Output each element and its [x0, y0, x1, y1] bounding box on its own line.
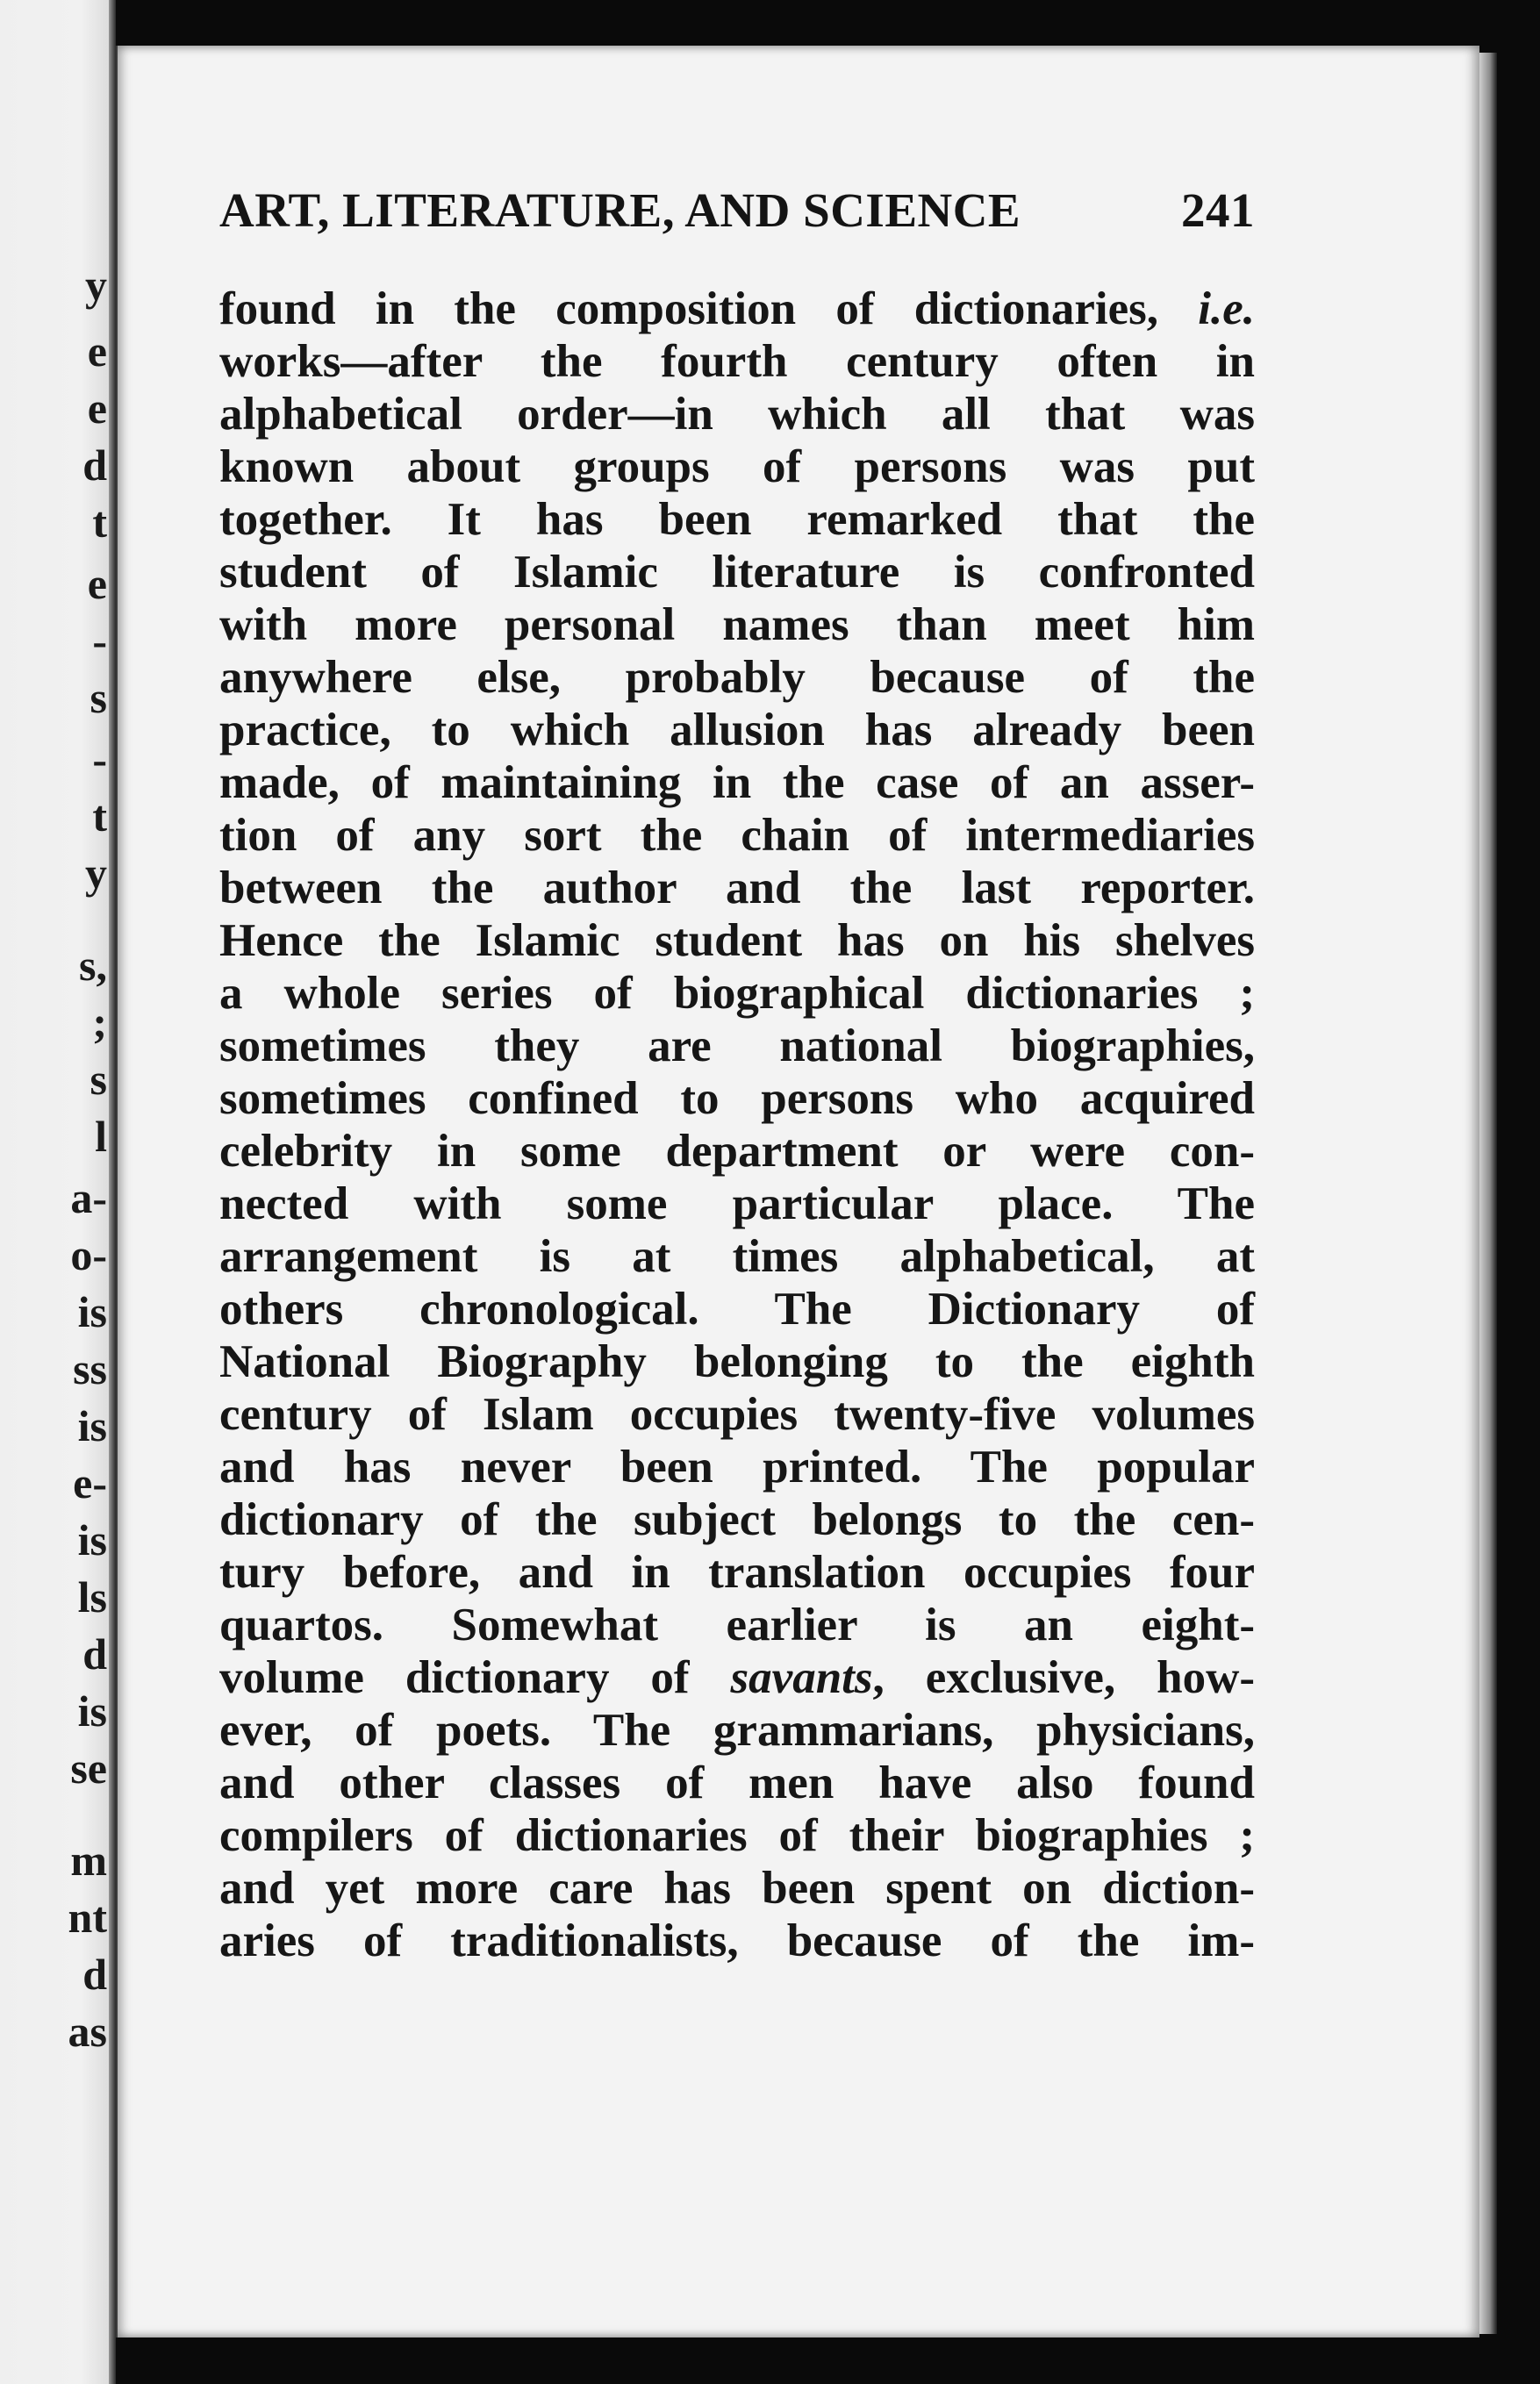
text-line	[219, 1546, 1255, 1599]
text-segment: tury before, and in translation occupies four	[219, 1547, 1255, 1598]
text-segment: anywhere else, probably because of the	[219, 652, 1255, 703]
text-segment: compilers of dictionaries of their biographies ;	[219, 1810, 1255, 1861]
text-segment: sometimes confined to persons who acquired	[219, 1073, 1255, 1124]
text-line	[219, 1125, 1255, 1178]
text-segment: alphabetical order—in which all that was	[219, 389, 1255, 440]
text-segment: dictionary of the subject belongs to the cen-	[219, 1494, 1255, 1545]
text-line	[219, 809, 1255, 862]
text-segment: practice, to which allusion has already been	[219, 705, 1255, 755]
facing-page-letter: t	[92, 791, 107, 841]
facing-page-letter: nt	[68, 1893, 107, 1942]
italic-text: i.e.	[1198, 283, 1255, 334]
text-line	[219, 1388, 1255, 1441]
text-line	[219, 1020, 1255, 1072]
text-segment: and other classes of men have also found	[219, 1758, 1255, 1808]
facing-page-fragment	[0, 0, 116, 2384]
text-segment: and has never been printed. The popular	[219, 1442, 1255, 1493]
running-head-title: ART, LITERATURE, AND SCIENCE	[219, 183, 1021, 237]
text-line	[219, 1915, 1255, 1967]
text-segment: tion of any sort the chain of intermediaries	[219, 810, 1255, 861]
text-line	[219, 1178, 1255, 1230]
facing-page-letter: as	[68, 2007, 107, 2056]
facing-page-letter: m	[70, 1836, 107, 1885]
body-text	[219, 283, 1255, 1967]
page-edge-shadow	[1479, 53, 1497, 2334]
facing-page-letter: e	[87, 326, 107, 376]
text-line	[219, 1493, 1255, 1546]
facing-page-letter: se	[70, 1743, 107, 1793]
text-segment: nected with some particular place. The	[219, 1178, 1255, 1229]
facing-page-letter: o-	[70, 1230, 107, 1279]
text-segment: volume dictionary of	[219, 1652, 731, 1703]
text-line	[219, 1757, 1255, 1809]
text-line	[219, 1441, 1255, 1493]
text-line	[219, 440, 1255, 493]
facing-page-letter: is	[77, 1515, 107, 1564]
facing-page-letter: ;	[92, 998, 107, 1047]
text-segment: known about groups of persons was put	[219, 441, 1255, 492]
text-line	[219, 546, 1255, 598]
text-line	[219, 335, 1255, 388]
text-line	[219, 283, 1255, 335]
facing-page-letter: ls	[77, 1572, 107, 1622]
text-segment: and yet more care has been spent on diction-	[219, 1863, 1255, 1914]
italic-text: savants	[730, 1652, 873, 1703]
text-line	[219, 704, 1255, 756]
text-line	[219, 1651, 1255, 1704]
facing-page-letter: e	[87, 383, 107, 433]
text-segment: century of Islam occupies twenty-five volumes	[219, 1389, 1255, 1440]
text-segment: ever, of poets. The grammarians, physicians,	[219, 1705, 1255, 1756]
facing-page-letter: s,	[79, 941, 107, 990]
facing-page-letter: d	[82, 1629, 107, 1679]
text-segment: a whole series of biographical dictionaries ;	[219, 968, 1255, 1019]
facing-page-letter: is	[77, 1686, 107, 1736]
text-line	[219, 493, 1255, 546]
page-number: 241	[1181, 183, 1255, 237]
text-segment: student of Islamic literature is confronted	[219, 547, 1255, 598]
text-segment: others chronological. The Dictionary of	[219, 1284, 1255, 1335]
text-line	[219, 1862, 1255, 1915]
facing-page-letter: l	[95, 1112, 107, 1161]
text-segment: made, of maintaining in the case of an asser-	[219, 757, 1255, 808]
text-line	[219, 862, 1255, 914]
facing-page-letter: s	[90, 673, 107, 722]
facing-page-letter: y	[85, 261, 107, 310]
text-segment: quartos. Somewhat earlier is an eight-	[219, 1600, 1255, 1650]
text-line	[219, 1599, 1255, 1651]
facing-page-letter: d	[82, 1950, 107, 1999]
text-line	[219, 1230, 1255, 1283]
text-line	[219, 1283, 1255, 1335]
text-segment: works—after the fourth century often in	[219, 336, 1255, 387]
text-line	[219, 598, 1255, 651]
text-line	[219, 1809, 1255, 1862]
text-segment: National Biography belonging to the eighth	[219, 1336, 1255, 1387]
text-segment: found in the composition of dictionaries,	[219, 283, 1199, 334]
text-line	[219, 1704, 1255, 1757]
text-line	[219, 756, 1255, 809]
text-line	[219, 1335, 1255, 1388]
facing-page-letter: e-	[73, 1458, 107, 1507]
text-line	[219, 967, 1255, 1020]
facing-page-letter: -	[92, 616, 107, 665]
text-segment: arrangement is at times alphabetical, at	[219, 1231, 1255, 1282]
text-segment: Hence the Islamic student has on his shelves	[219, 915, 1255, 966]
facing-page-letter: t	[92, 498, 107, 547]
text-line	[219, 1072, 1255, 1125]
running-head	[219, 183, 1255, 244]
facing-page-line-endings	[54, 0, 107, 2384]
facing-page-letter: e	[87, 559, 107, 608]
facing-page-letter: y	[85, 848, 107, 898]
text-segment: together. It has been remarked that the	[219, 494, 1255, 545]
text-line	[219, 388, 1255, 440]
facing-page-letter: is	[77, 1287, 107, 1336]
facing-page-letter: d	[82, 440, 107, 490]
facing-page-letter: is	[77, 1401, 107, 1450]
facing-page-letter: s	[90, 1055, 107, 1104]
facing-page-letter: -	[92, 734, 107, 784]
text-segment: aries of traditionalists, because of the im-	[219, 1915, 1255, 1966]
text-line	[219, 651, 1255, 704]
facing-page-letter: a-	[70, 1173, 107, 1222]
text-segment: with more personal names than meet him	[219, 599, 1255, 650]
text-segment: celebrity in some department or were con-	[219, 1126, 1255, 1177]
text-segment: , exclusive, how-	[872, 1652, 1255, 1703]
text-segment: sometimes they are national biographies,	[219, 1020, 1255, 1071]
text-segment: between the author and the last reporter.	[219, 863, 1255, 913]
text-line	[219, 914, 1255, 967]
facing-page-letter: ss	[73, 1344, 107, 1393]
